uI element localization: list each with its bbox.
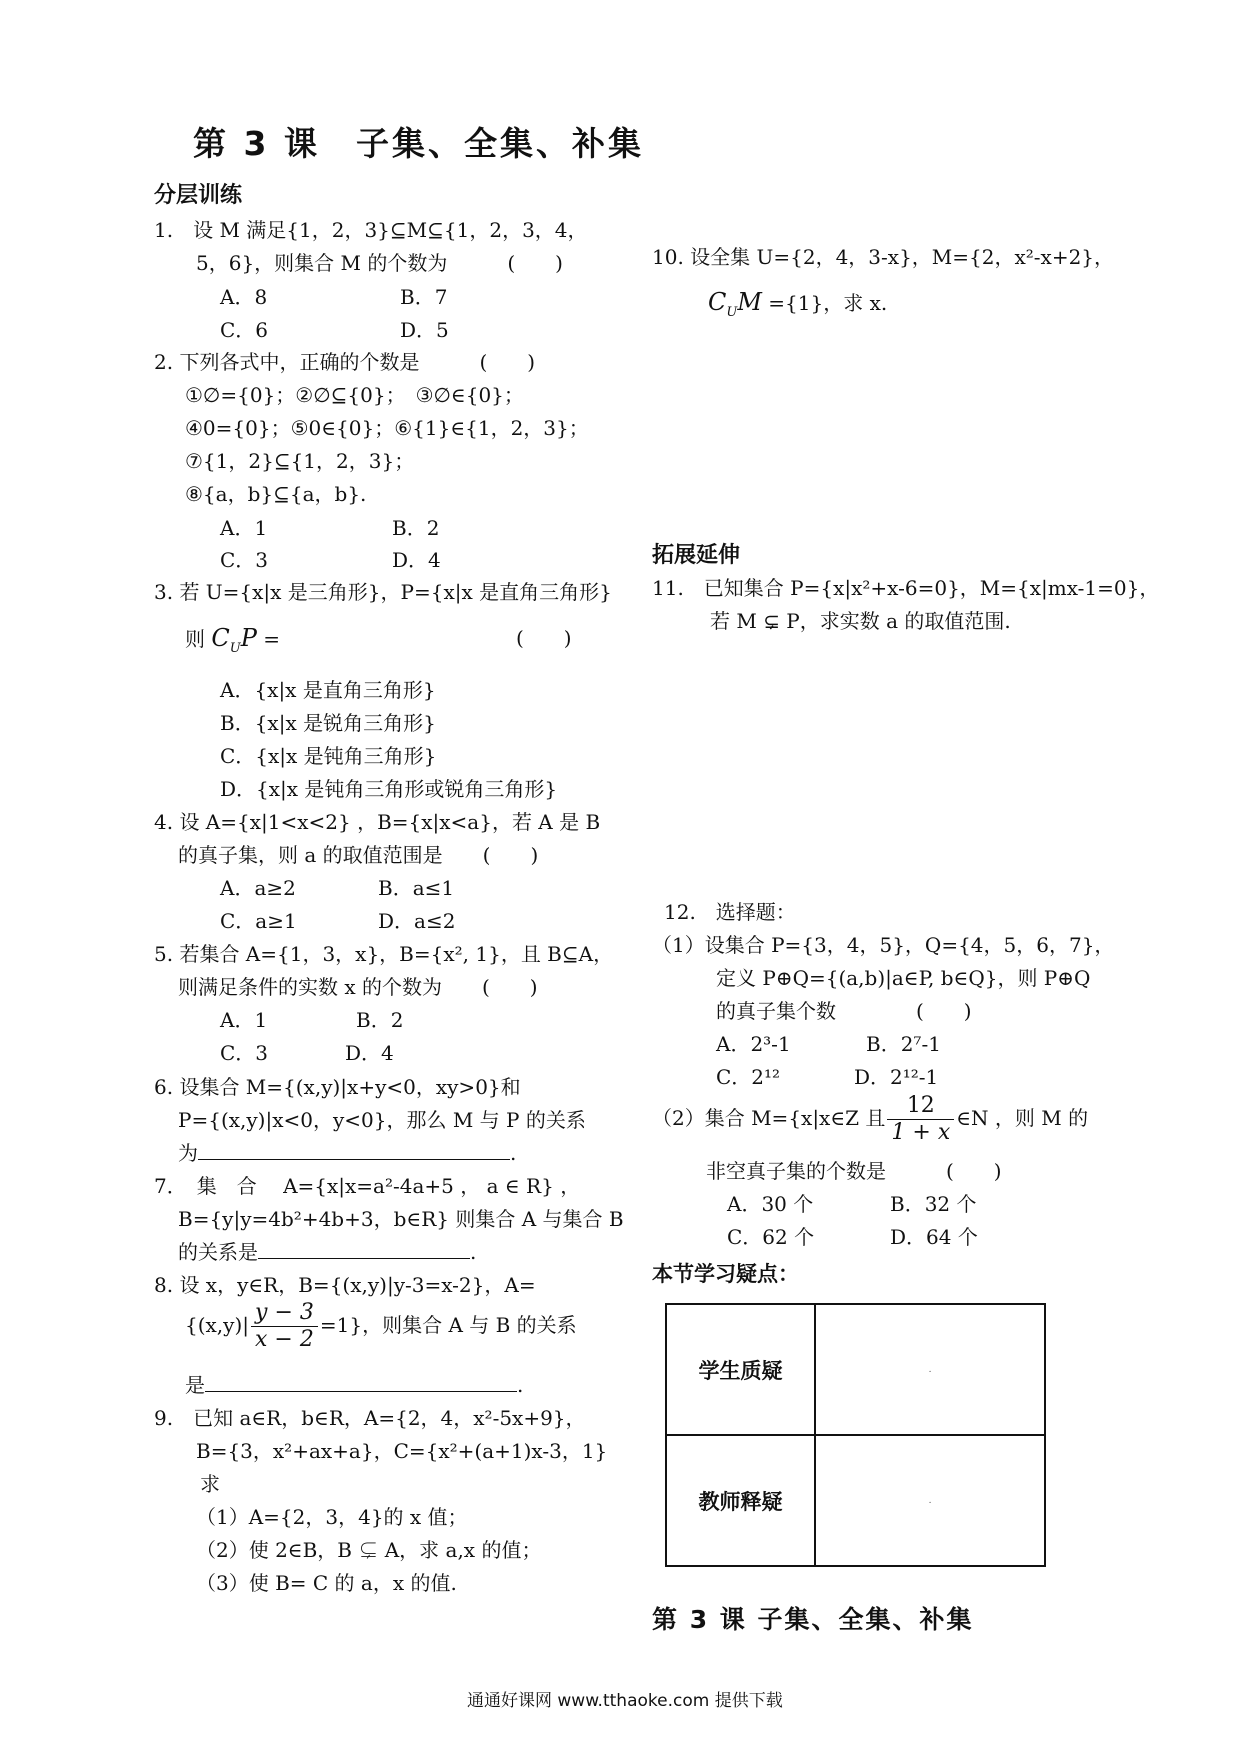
doubts-row-teacher	[666, 1435, 1045, 1566]
q9-line5: （2）使 2∈B，B ⊊ A，求 a,x 的值；	[196, 1538, 542, 1562]
q3-complement-u: U	[229, 640, 241, 656]
q6-line3-prefix: 为	[178, 1141, 198, 1165]
q9-line3: 求	[200, 1472, 220, 1496]
q6-answer-blank[interactable]	[198, 1141, 510, 1160]
q12-p2-denominator: 1 + x	[891, 1120, 951, 1145]
q12-p1-option-b: B．2⁷-1	[866, 1032, 941, 1056]
q1-option-c: C．6	[220, 318, 269, 342]
q12-p2-option-c: C．62 个	[727, 1225, 815, 1249]
q10-complement	[708, 288, 762, 320]
q8-pre: {(x,y)|	[185, 1313, 250, 1337]
q8-line3-prefix: 是	[185, 1373, 205, 1397]
page-footer: 通通好课网 www.tthaoke.com 提供下载	[467, 1691, 783, 1711]
q6-line3-suffix: .	[510, 1141, 517, 1165]
q3-option-a: A．{x|x 是直角三角形}	[220, 678, 436, 702]
q4-option-a: A．a≥2	[220, 876, 296, 900]
q10-complement-c: C	[708, 288, 727, 316]
q2-line5: ⑧{a，b}⊆{a，b}.	[185, 482, 367, 506]
q12-p2-line1	[652, 1093, 1088, 1146]
q7-line3	[178, 1240, 476, 1264]
q3-complement-p: P	[240, 624, 257, 652]
q12-p2-line2: 非空真子集的个数是 ( )	[706, 1159, 1002, 1183]
q6-line1: 6. 设集合 M={(x,y)|x+y<0，xy>0}和	[154, 1075, 521, 1099]
q12-p2-numerator: 12	[887, 1093, 954, 1120]
q2-line3: ④0={0}；⑤0∈{0}；⑥{1}∈{1，2，3}；	[185, 416, 589, 440]
q1-option-a: A．8	[220, 285, 268, 309]
q3-option-c: C．{x|x 是钝角三角形}	[220, 744, 437, 768]
q5-line1: 5. 若集合 A={1，3，x}，B={x², 1}，且 B⊆A，	[154, 942, 614, 966]
teacher-answer-cell[interactable]	[815, 1435, 1045, 1566]
q7-answer-blank[interactable]	[258, 1240, 470, 1259]
q4-option-c: C．a≥1	[220, 909, 297, 933]
q10-line1: 10. 设全集 U={2，4，3-x}，M={2，x²-x+2}，	[652, 245, 1115, 269]
q2-option-d: D．4	[392, 548, 441, 572]
q2-line1: 2. 下列各式中，正确的个数是 ( )	[154, 350, 536, 374]
section-heading-extension: 拓展延伸	[652, 543, 741, 568]
q10-complement-m: M	[737, 288, 762, 316]
student-question-label: 学生质疑	[666, 1304, 815, 1435]
q9-line6: （3）使 B= C 的 a，x 的值.	[196, 1571, 457, 1595]
teacher-cell-dot: .	[928, 1495, 932, 1506]
q7-line2: B={y|y=4b²+4b+3，b∈R} 则集合 A 与集合 B	[178, 1207, 624, 1231]
q8-denominator: x − 2	[255, 1327, 314, 1352]
q2-line2: ①∅={0}；②∅⊆{0}； ③∅∈{0}；	[185, 383, 524, 407]
q8-answer-blank[interactable]	[205, 1373, 517, 1392]
page-title: 第 3 课 子集、全集、补集	[193, 124, 644, 163]
q3-line1: 3. 若 U={x|x 是三角形}，P={x|x 是直角三角形}	[154, 580, 612, 604]
bottom-title: 第 3 课 子集、全集、补集	[652, 1605, 974, 1634]
q12-p2-post: ∈N ，则 M 的	[956, 1106, 1089, 1130]
q8-post: =1}，则集合 A 与 B 的关系	[319, 1313, 577, 1337]
q1-line1: 1. 设 M 满足{1，2，3}⊆M⊆{1，2，3，4，	[154, 218, 588, 242]
q4-option-b: B．a≤1	[378, 876, 455, 900]
q10-complement-u: U	[726, 304, 738, 320]
q12-p1-option-a: A．2³-1	[716, 1032, 791, 1056]
q2-option-a: A．1	[220, 516, 268, 540]
q2-line4: ⑦{1，2}⊆{1，2，3}；	[185, 449, 415, 473]
q2-option-b: B．2	[392, 516, 440, 540]
q1-option-b: B．7	[400, 285, 448, 309]
q9-line1: 9. 已知 a∈R，b∈R，A={2，4，x²-5x+9}，	[154, 1406, 586, 1430]
q12-p2-option-a: A．30 个	[727, 1192, 814, 1216]
q3-answer-paren: ( )	[516, 626, 572, 650]
q12-p1-option-c: C．2¹²	[716, 1065, 781, 1089]
q10-line2	[708, 290, 887, 325]
q8-line1: 8. 设 x，y∈R，B={(x,y)|y-3=x-2}，A=	[154, 1273, 536, 1297]
section-heading-doubts: 本节学习疑点：	[652, 1262, 799, 1286]
q3-complement	[211, 624, 257, 656]
q8-line3-suffix: .	[517, 1373, 524, 1397]
q9-line4: （1）A={2，3，4}的 x 值；	[196, 1505, 468, 1529]
q12-p2-option-d: D．64 个	[890, 1225, 978, 1249]
q7-line1: 7． 集 合 A={x|x=a²-4a+5 ， a ∈ R} ，	[154, 1174, 581, 1198]
section-heading-training: 分层训练	[154, 183, 243, 208]
q1-line2: 5，6}，则集合 M 的个数为 ( )	[196, 251, 563, 275]
q3-post: =	[256, 627, 280, 651]
q5-option-d: D．4	[345, 1041, 394, 1065]
q11-line2: 若 M ⊊ P，求实数 a 的取值范围.	[710, 609, 1011, 633]
doubts-row-student	[666, 1304, 1045, 1435]
q5-option-b: B．2	[356, 1008, 404, 1032]
q12-p1-option-d: D．2¹²-1	[854, 1065, 939, 1089]
q12-p2-pre: （2）集合 M={x|x∈Z 且	[652, 1106, 886, 1130]
student-question-cell[interactable]	[815, 1304, 1045, 1435]
q8-numerator: y − 3	[251, 1300, 318, 1327]
q5-line2: 则满足条件的实数 x 的个数为 ( )	[178, 975, 538, 999]
student-cell-dot: .	[928, 1364, 932, 1375]
q9-line2: B={3，x²+ax+a}，C={x²+(a+1)x-3，1}	[196, 1439, 608, 1463]
q5-option-a: A．1	[220, 1008, 268, 1032]
q6-line2: P={(x,y)|x<0，y<0}，那么 M 与 P 的关系	[178, 1108, 586, 1132]
q3-pre: 则	[185, 627, 205, 651]
q3-complement-line	[185, 626, 280, 661]
q3-option-b: B．{x|x 是锐角三角形}	[220, 711, 436, 735]
q2-option-c: C．3	[220, 548, 269, 572]
q4-line2: 的真子集，则 a 的取值范围是 ( )	[178, 843, 539, 867]
q5-option-c: C．3	[220, 1041, 269, 1065]
q8-line3	[185, 1373, 523, 1397]
doubts-table	[665, 1303, 1046, 1567]
q3-option-d: D．{x|x 是钝角三角形或锐角三角形}	[220, 777, 558, 801]
teacher-answer-label: 教师释疑	[666, 1435, 815, 1566]
q1-option-d: D．5	[400, 318, 449, 342]
q12-p1-line2: 定义 P⊕Q={(a,b)|a∈P, b∈Q}，则 P⊕Q	[716, 966, 1091, 990]
q4-line1: 4. 设 A={x|1<x<2} ，B={x|x<a}，若 A 是 B	[154, 810, 601, 834]
q12-p1-line1: （1）设集合 P={3，4，5}，Q={4，5，6，7}，	[652, 933, 1115, 957]
q10-post: ={1}，求 x.	[761, 291, 888, 315]
q8-line2	[185, 1300, 577, 1353]
q12-p2-fraction	[887, 1093, 954, 1146]
q7-line3-prefix: 的关系是	[178, 1240, 258, 1264]
q4-option-d: D．a≤2	[378, 909, 456, 933]
q8-fraction	[251, 1300, 318, 1353]
q7-line3-suffix: .	[470, 1240, 477, 1264]
q11-line1: 11. 已知集合 P={x|x²+x-6=0}，M={x|mx-1=0}，	[652, 576, 1160, 600]
q12-p2-option-b: B．32 个	[890, 1192, 977, 1216]
q6-line3	[178, 1141, 516, 1165]
q3-complement-c: C	[211, 624, 230, 652]
q12-line1: 12. 选择题：	[664, 900, 796, 924]
q12-p1-line3: 的真子集个数 ( )	[716, 999, 972, 1023]
